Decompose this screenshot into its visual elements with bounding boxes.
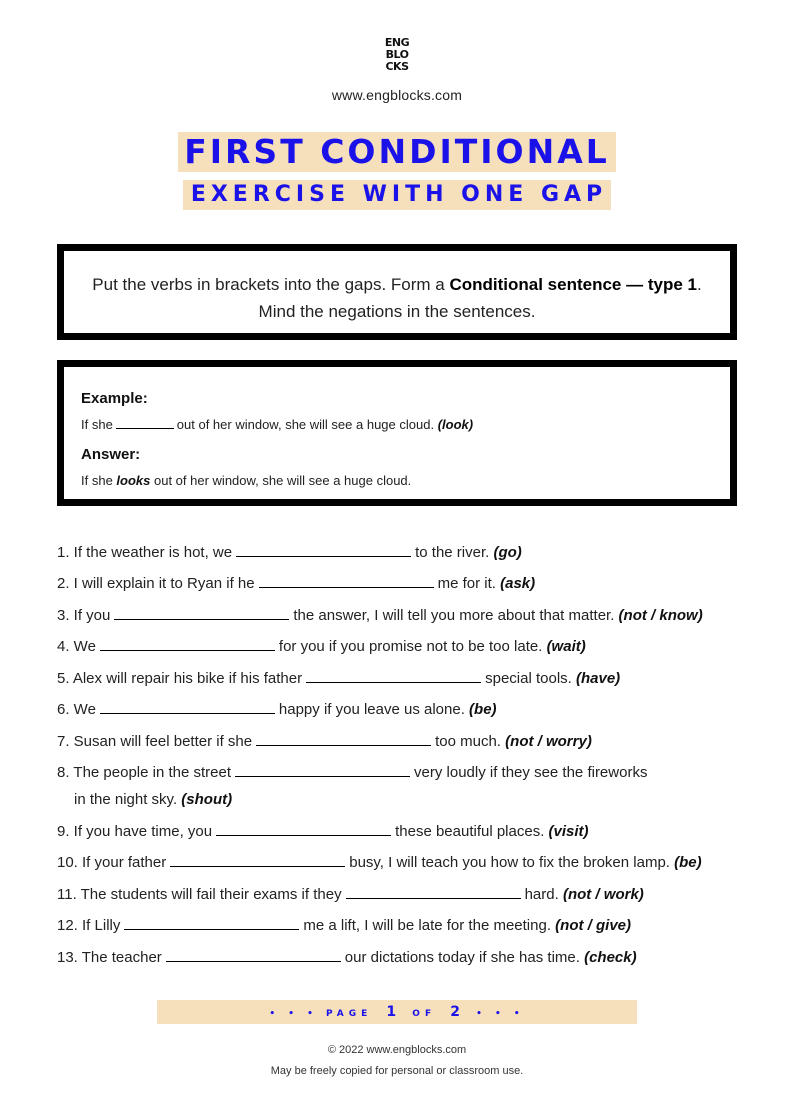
exercise-item: 9. If you have time, you these beautiful places. (visit) xyxy=(57,823,589,840)
exercise-item: 12. If Lilly me a lift, I will be late for the meeting. (not / give) xyxy=(57,917,631,934)
answer-gap[interactable] xyxy=(100,638,275,651)
instructions-text: Put the verbs in brackets into the gaps. Form a Conditional sentence — type 1. Mind the negations in the sentences. xyxy=(92,275,702,321)
page-indicator: • • • PAGE 1 OF 2 • • • xyxy=(157,1000,637,1024)
answer-gap[interactable] xyxy=(256,733,431,746)
answer-gap[interactable] xyxy=(216,823,391,836)
answer-sentence: If she looks out of her window, she will see a huge cloud. xyxy=(81,473,412,488)
example-box xyxy=(57,360,737,506)
verb-hint: (ask) xyxy=(500,575,536,592)
verb-hint: (be) xyxy=(469,701,497,718)
license-note: May be freely copied for personal or classroom use. xyxy=(270,1065,524,1077)
verb-hint: (not / worry) xyxy=(505,733,592,750)
verb-hint: (have) xyxy=(576,670,621,687)
answer-gap[interactable] xyxy=(100,701,275,714)
answer-gap[interactable] xyxy=(235,764,410,777)
answer-gap[interactable] xyxy=(124,917,299,930)
verb-hint: (not / give) xyxy=(555,917,631,934)
verb-hint: (shout) xyxy=(181,791,233,808)
exercise-item: 10. If your father busy, I will teach you how to fix the broken lamp. (be) xyxy=(57,854,702,871)
verb-hint: (be) xyxy=(674,854,702,871)
exercise-item: 11. The students will fail their exams if they hard. (not / work) xyxy=(57,886,644,903)
verb-hint: (wait) xyxy=(546,638,586,655)
answer-gap[interactable] xyxy=(170,854,345,867)
exercise-item: 6. We happy if you leave us alone. (be) xyxy=(57,701,497,718)
answer-gap[interactable] xyxy=(306,670,481,683)
verb-hint: (not / know) xyxy=(618,607,703,624)
exercise-item: 5. Alex will repair his bike if his father special tools. (have) xyxy=(57,670,621,687)
engblocks-logo xyxy=(380,37,414,73)
answer-gap[interactable] xyxy=(346,886,521,899)
answer-gap[interactable] xyxy=(236,544,411,557)
example-sentence: If she out of her window, she will see a huge cloud. (look) xyxy=(81,417,474,432)
exercise-item: 1. If the weather is hot, we to the river. (go) xyxy=(57,544,522,561)
exercise-item: 3. If you the answer, I will tell you more about that matter. (not / know) xyxy=(57,607,703,624)
answer-label: Answer: xyxy=(81,446,141,463)
logo-line: CKS xyxy=(385,60,409,73)
answer-gap[interactable] xyxy=(166,949,341,962)
exercise-item: 2. I will explain it to Ryan if he me for it. (ask) xyxy=(57,575,536,592)
copyright: © 2022 www.engblocks.com xyxy=(327,1044,467,1056)
example-label: Example: xyxy=(81,390,148,407)
exercise-item-continuation: in the night sky. (shout) xyxy=(74,791,233,808)
answer-verb: looks xyxy=(116,473,151,488)
page-total: 2 xyxy=(450,1004,462,1020)
instructions-bold: Conditional sentence — type 1 xyxy=(449,275,697,294)
page-title: FIRST CONDITIONAL xyxy=(178,132,616,172)
verb-hint: (not / work) xyxy=(562,886,644,903)
exercise-item: 7. Susan will feel better if she too much. (not / worry) xyxy=(57,733,592,750)
verb-hint: (check) xyxy=(584,949,637,966)
answer-gap[interactable] xyxy=(114,607,289,620)
exercise-item: 8. The people in the street very loudly if they see the fireworks xyxy=(57,764,648,781)
page-number: 1 xyxy=(386,1004,399,1020)
exercise-item: 4. We for you if you promise not to be too late. (wait) xyxy=(57,638,586,655)
answer-gap[interactable] xyxy=(259,575,434,588)
site-url[interactable]: www.engblocks.com xyxy=(331,87,463,103)
example-gap xyxy=(116,418,174,429)
exercise-item: 13. The teacher our dictations today if she has time. (check) xyxy=(57,949,637,966)
logo-line: BLO xyxy=(385,48,409,61)
verb-hint: (visit) xyxy=(548,823,589,840)
instructions-box xyxy=(57,244,737,340)
verb-hint: (go) xyxy=(493,544,522,561)
example-hint: (look) xyxy=(437,417,474,432)
page-subtitle: EXERCISE WITH ONE GAP xyxy=(183,180,611,210)
logo-line: ENG xyxy=(384,36,410,49)
